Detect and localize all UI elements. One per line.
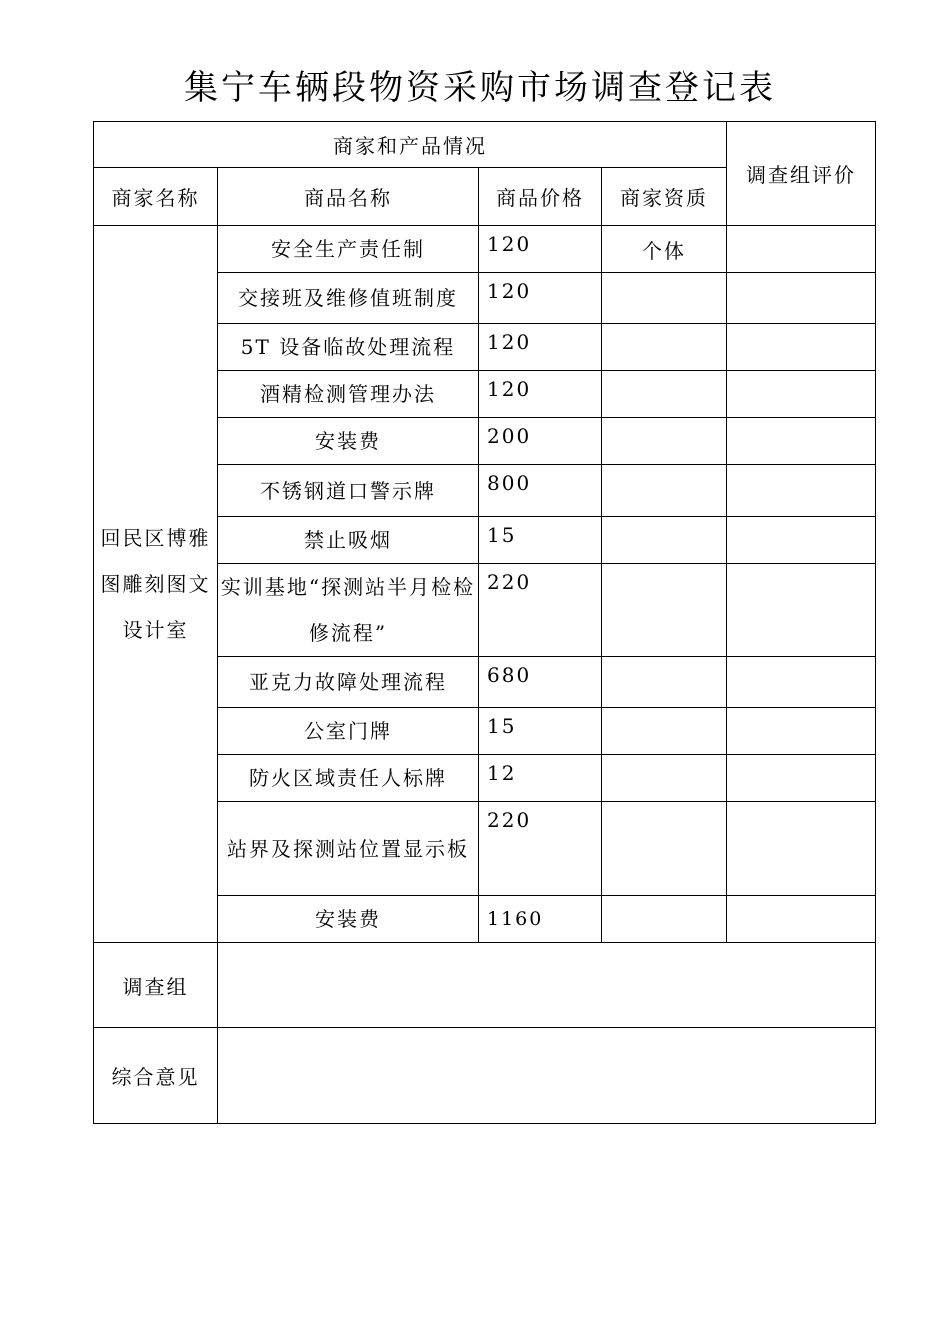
merchant-qualification (602, 708, 727, 755)
product-price: 220 (479, 802, 602, 896)
opinion-row (94, 1028, 876, 1124)
opinion-value (218, 1028, 876, 1124)
evaluation-cell (727, 802, 876, 896)
header-qualification: 商家资质 (602, 168, 727, 226)
evaluation-cell (727, 371, 876, 418)
merchant-name-cell: 回民区博雅图雕刻图文设计室 (94, 226, 218, 943)
product-name: 5T 设备临故处理流程 (218, 324, 479, 371)
product-price: 15 (479, 517, 602, 564)
evaluation-cell (727, 564, 876, 657)
header-row-group (94, 122, 876, 168)
evaluation-cell (727, 273, 876, 324)
product-name: 实训基地“探测站半月检检修流程” (218, 564, 479, 657)
merchant-qualification (602, 324, 727, 371)
evaluation-cell (727, 465, 876, 517)
product-price: 120 (479, 324, 602, 371)
survey-group-label: 调查组 (94, 943, 218, 1028)
merchant-qualification (602, 657, 727, 708)
header-merchant-product: 商家和产品情况 (94, 122, 727, 168)
product-price: 220 (479, 564, 602, 657)
merchant-qualification (602, 755, 727, 802)
product-name: 不锈钢道口警示牌 (218, 465, 479, 517)
product-name: 安装费 (218, 896, 479, 943)
opinion-label: 综合意见 (94, 1028, 218, 1124)
evaluation-cell (727, 896, 876, 943)
merchant-qualification: 个体 (602, 226, 727, 273)
product-price: 120 (479, 226, 602, 273)
merchant-qualification (602, 465, 727, 517)
product-name: 公室门牌 (218, 708, 479, 755)
evaluation-cell (727, 708, 876, 755)
merchant-qualification (602, 418, 727, 465)
merchant-qualification (602, 896, 727, 943)
evaluation-cell (727, 517, 876, 564)
survey-group-row (94, 943, 876, 1028)
product-name: 亚克力故障处理流程 (218, 657, 479, 708)
product-price: 15 (479, 708, 602, 755)
product-name: 安全生产责任制 (218, 226, 479, 273)
product-name: 酒精检测管理办法 (218, 371, 479, 418)
evaluation-cell (727, 418, 876, 465)
product-name: 防火区域责任人标牌 (218, 755, 479, 802)
evaluation-cell (727, 755, 876, 802)
page-title: 集宁车辆段物资采购市场调查登记表 (184, 68, 776, 108)
table-row (94, 226, 876, 273)
product-price: 1160 (479, 896, 602, 943)
product-price: 680 (479, 657, 602, 708)
evaluation-cell (727, 226, 876, 273)
product-name: 交接班及维修值班制度 (218, 273, 479, 324)
product-name: 站界及探测站位置显示板 (218, 802, 479, 896)
merchant-qualification (602, 371, 727, 418)
merchant-qualification (602, 517, 727, 564)
product-price: 200 (479, 418, 602, 465)
survey-table (93, 121, 876, 1124)
header-evaluation: 调查组评价 (727, 122, 876, 226)
header-merchant-name: 商家名称 (94, 168, 218, 226)
product-price: 12 (479, 755, 602, 802)
product-price: 120 (479, 371, 602, 418)
merchant-qualification (602, 273, 727, 324)
product-name: 安装费 (218, 418, 479, 465)
header-price: 商品价格 (479, 168, 602, 226)
product-price: 800 (479, 465, 602, 517)
merchant-qualification (602, 564, 727, 657)
evaluation-cell (727, 657, 876, 708)
header-product-name: 商品名称 (218, 168, 479, 226)
evaluation-cell (727, 324, 876, 371)
product-price: 120 (479, 273, 602, 324)
merchant-qualification (602, 802, 727, 896)
product-name: 禁止吸烟 (218, 517, 479, 564)
survey-group-value (218, 943, 876, 1028)
